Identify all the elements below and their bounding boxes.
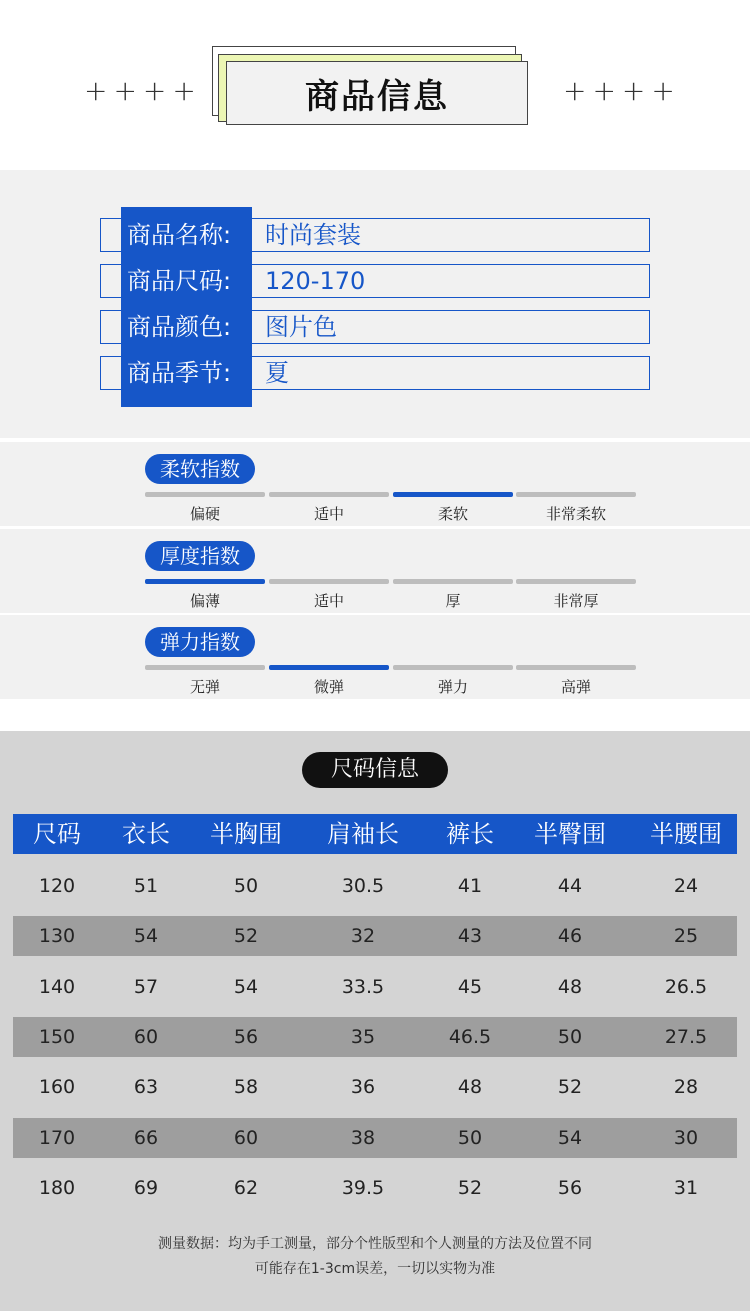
table-cell: 32 xyxy=(350,925,376,948)
table-cell: 57 xyxy=(133,975,159,998)
table-cell: 24 xyxy=(673,875,699,897)
info-value-size: 120-170 xyxy=(265,267,366,295)
table-cell: 150 xyxy=(38,1025,76,1048)
thickness-option-3: 厚 xyxy=(445,592,461,610)
softness-index-title: 柔软指数 xyxy=(145,454,255,484)
table-cell: 180 xyxy=(38,1176,76,1199)
table-cell: 30 xyxy=(673,1126,699,1149)
thickness-segment-1 xyxy=(145,579,265,584)
table-cell: 44 xyxy=(557,875,583,897)
elasticity-option-4: 高弹 xyxy=(560,678,591,696)
softness-option-4: 非常柔软 xyxy=(545,505,606,523)
table-cell: 60 xyxy=(133,1025,159,1048)
table-cell: 170 xyxy=(38,1126,76,1149)
page-title: 商品信息 xyxy=(226,61,528,125)
table-cell: 27.5 xyxy=(664,1025,708,1048)
info-label-color: 商品颜色: xyxy=(127,313,232,341)
thickness-segment-2 xyxy=(269,579,389,584)
thickness-option-1: 偏薄 xyxy=(189,592,220,610)
measurement-note-line1: 测量数据：均为手工测量，部分个性版型和个人测量的方法及位置不同 xyxy=(158,1236,592,1252)
info-value-season: 夏 xyxy=(265,359,289,387)
elasticity-segment-1 xyxy=(145,665,265,670)
table-cell: 54 xyxy=(557,1126,583,1149)
column-header: 裤长 xyxy=(446,820,494,848)
table-row xyxy=(13,866,737,906)
table-cell: 54 xyxy=(133,925,159,948)
table-cell: 46 xyxy=(557,925,583,948)
elasticity-segment-2 xyxy=(269,665,389,670)
thickness-index xyxy=(0,529,750,613)
table-cell: 60 xyxy=(233,1126,259,1149)
elasticity-segment-3 xyxy=(393,665,513,670)
table-cell: 140 xyxy=(38,975,76,998)
info-value-name: 时尚套装 xyxy=(265,221,361,249)
table-cell: 30.5 xyxy=(341,875,385,897)
table-cell: 46.5 xyxy=(448,1025,492,1048)
table-cell: 63 xyxy=(133,1076,159,1099)
table-cell: 28 xyxy=(673,1076,699,1099)
info-label-name: 商品名称: xyxy=(127,221,232,249)
table-row xyxy=(13,967,737,1007)
table-cell: 69 xyxy=(133,1176,159,1199)
thickness-index-title: 厚度指数 xyxy=(145,541,255,571)
column-header: 半腰围 xyxy=(650,820,722,848)
table-cell: 56 xyxy=(557,1176,583,1199)
softness-option-2: 适中 xyxy=(313,505,344,523)
plus-decoration-left: ++++ xyxy=(84,74,202,107)
table-cell: 58 xyxy=(233,1076,259,1099)
table-cell: 48 xyxy=(457,1076,483,1099)
size-table-section xyxy=(0,731,750,1311)
softness-segment-1 xyxy=(145,492,265,497)
table-cell: 45 xyxy=(457,975,483,998)
table-row xyxy=(13,916,737,956)
table-cell: 36 xyxy=(350,1076,376,1099)
table-cell: 56 xyxy=(233,1025,259,1048)
table-cell: 160 xyxy=(38,1076,76,1099)
column-header: 半臀围 xyxy=(534,820,606,848)
table-row xyxy=(13,1067,737,1107)
table-cell: 52 xyxy=(233,925,259,948)
table-cell: 52 xyxy=(557,1076,583,1099)
table-cell: 38 xyxy=(350,1126,376,1149)
table-cell: 33.5 xyxy=(341,975,385,998)
elasticity-segment-4 xyxy=(516,665,636,670)
product-info-section xyxy=(0,170,750,438)
table-cell: 51 xyxy=(133,875,159,897)
size-table-title: 尺码信息 xyxy=(302,752,448,788)
table-cell: 48 xyxy=(557,975,583,998)
size-table-header xyxy=(13,814,737,854)
measurement-note-line2: 可能存在1-3cm误差，一切以实物为准 xyxy=(254,1261,496,1277)
softness-index xyxy=(0,442,750,526)
info-label-size: 商品尺码: xyxy=(127,267,232,295)
softness-segment-4 xyxy=(516,492,636,497)
table-row xyxy=(13,1118,737,1158)
softness-segment-2 xyxy=(269,492,389,497)
softness-option-1: 偏硬 xyxy=(189,505,220,523)
column-header: 半胸围 xyxy=(210,820,282,848)
plus-decoration-right: ++++ xyxy=(563,74,681,107)
elasticity-option-2: 微弹 xyxy=(313,678,344,696)
table-cell: 31 xyxy=(673,1176,699,1199)
table-cell: 50 xyxy=(457,1126,483,1149)
table-row xyxy=(13,1168,737,1208)
table-cell: 35 xyxy=(350,1025,376,1048)
elasticity-index-title: 弹力指数 xyxy=(145,627,255,657)
column-header: 衣长 xyxy=(122,820,170,848)
table-cell: 130 xyxy=(38,925,76,948)
table-cell: 50 xyxy=(233,875,259,897)
table-cell: 120 xyxy=(38,875,76,897)
table-cell: 50 xyxy=(557,1025,583,1048)
table-cell: 25 xyxy=(673,925,699,948)
info-value-color: 图片色 xyxy=(265,313,337,341)
thickness-segment-4 xyxy=(516,579,636,584)
softness-option-3: 柔软 xyxy=(437,505,468,523)
table-row xyxy=(13,1017,737,1057)
thickness-option-2: 适中 xyxy=(313,592,344,610)
table-cell: 39.5 xyxy=(341,1176,385,1199)
table-cell: 54 xyxy=(233,975,259,998)
elasticity-index xyxy=(0,615,750,699)
table-cell: 26.5 xyxy=(664,975,708,998)
table-cell: 66 xyxy=(133,1126,159,1149)
softness-segment-3 xyxy=(393,492,513,497)
header-section xyxy=(0,0,750,170)
info-label-season: 商品季节: xyxy=(127,359,232,387)
table-cell: 41 xyxy=(457,875,483,897)
thickness-option-4: 非常厚 xyxy=(553,592,599,610)
elasticity-option-3: 弹力 xyxy=(437,678,468,696)
thickness-segment-3 xyxy=(393,579,513,584)
table-cell: 43 xyxy=(457,925,483,948)
table-cell: 52 xyxy=(457,1176,483,1199)
table-cell: 62 xyxy=(233,1176,259,1199)
elasticity-option-1: 无弹 xyxy=(189,678,220,696)
column-header: 肩袖长 xyxy=(327,820,399,848)
column-header: 尺码 xyxy=(33,820,81,848)
